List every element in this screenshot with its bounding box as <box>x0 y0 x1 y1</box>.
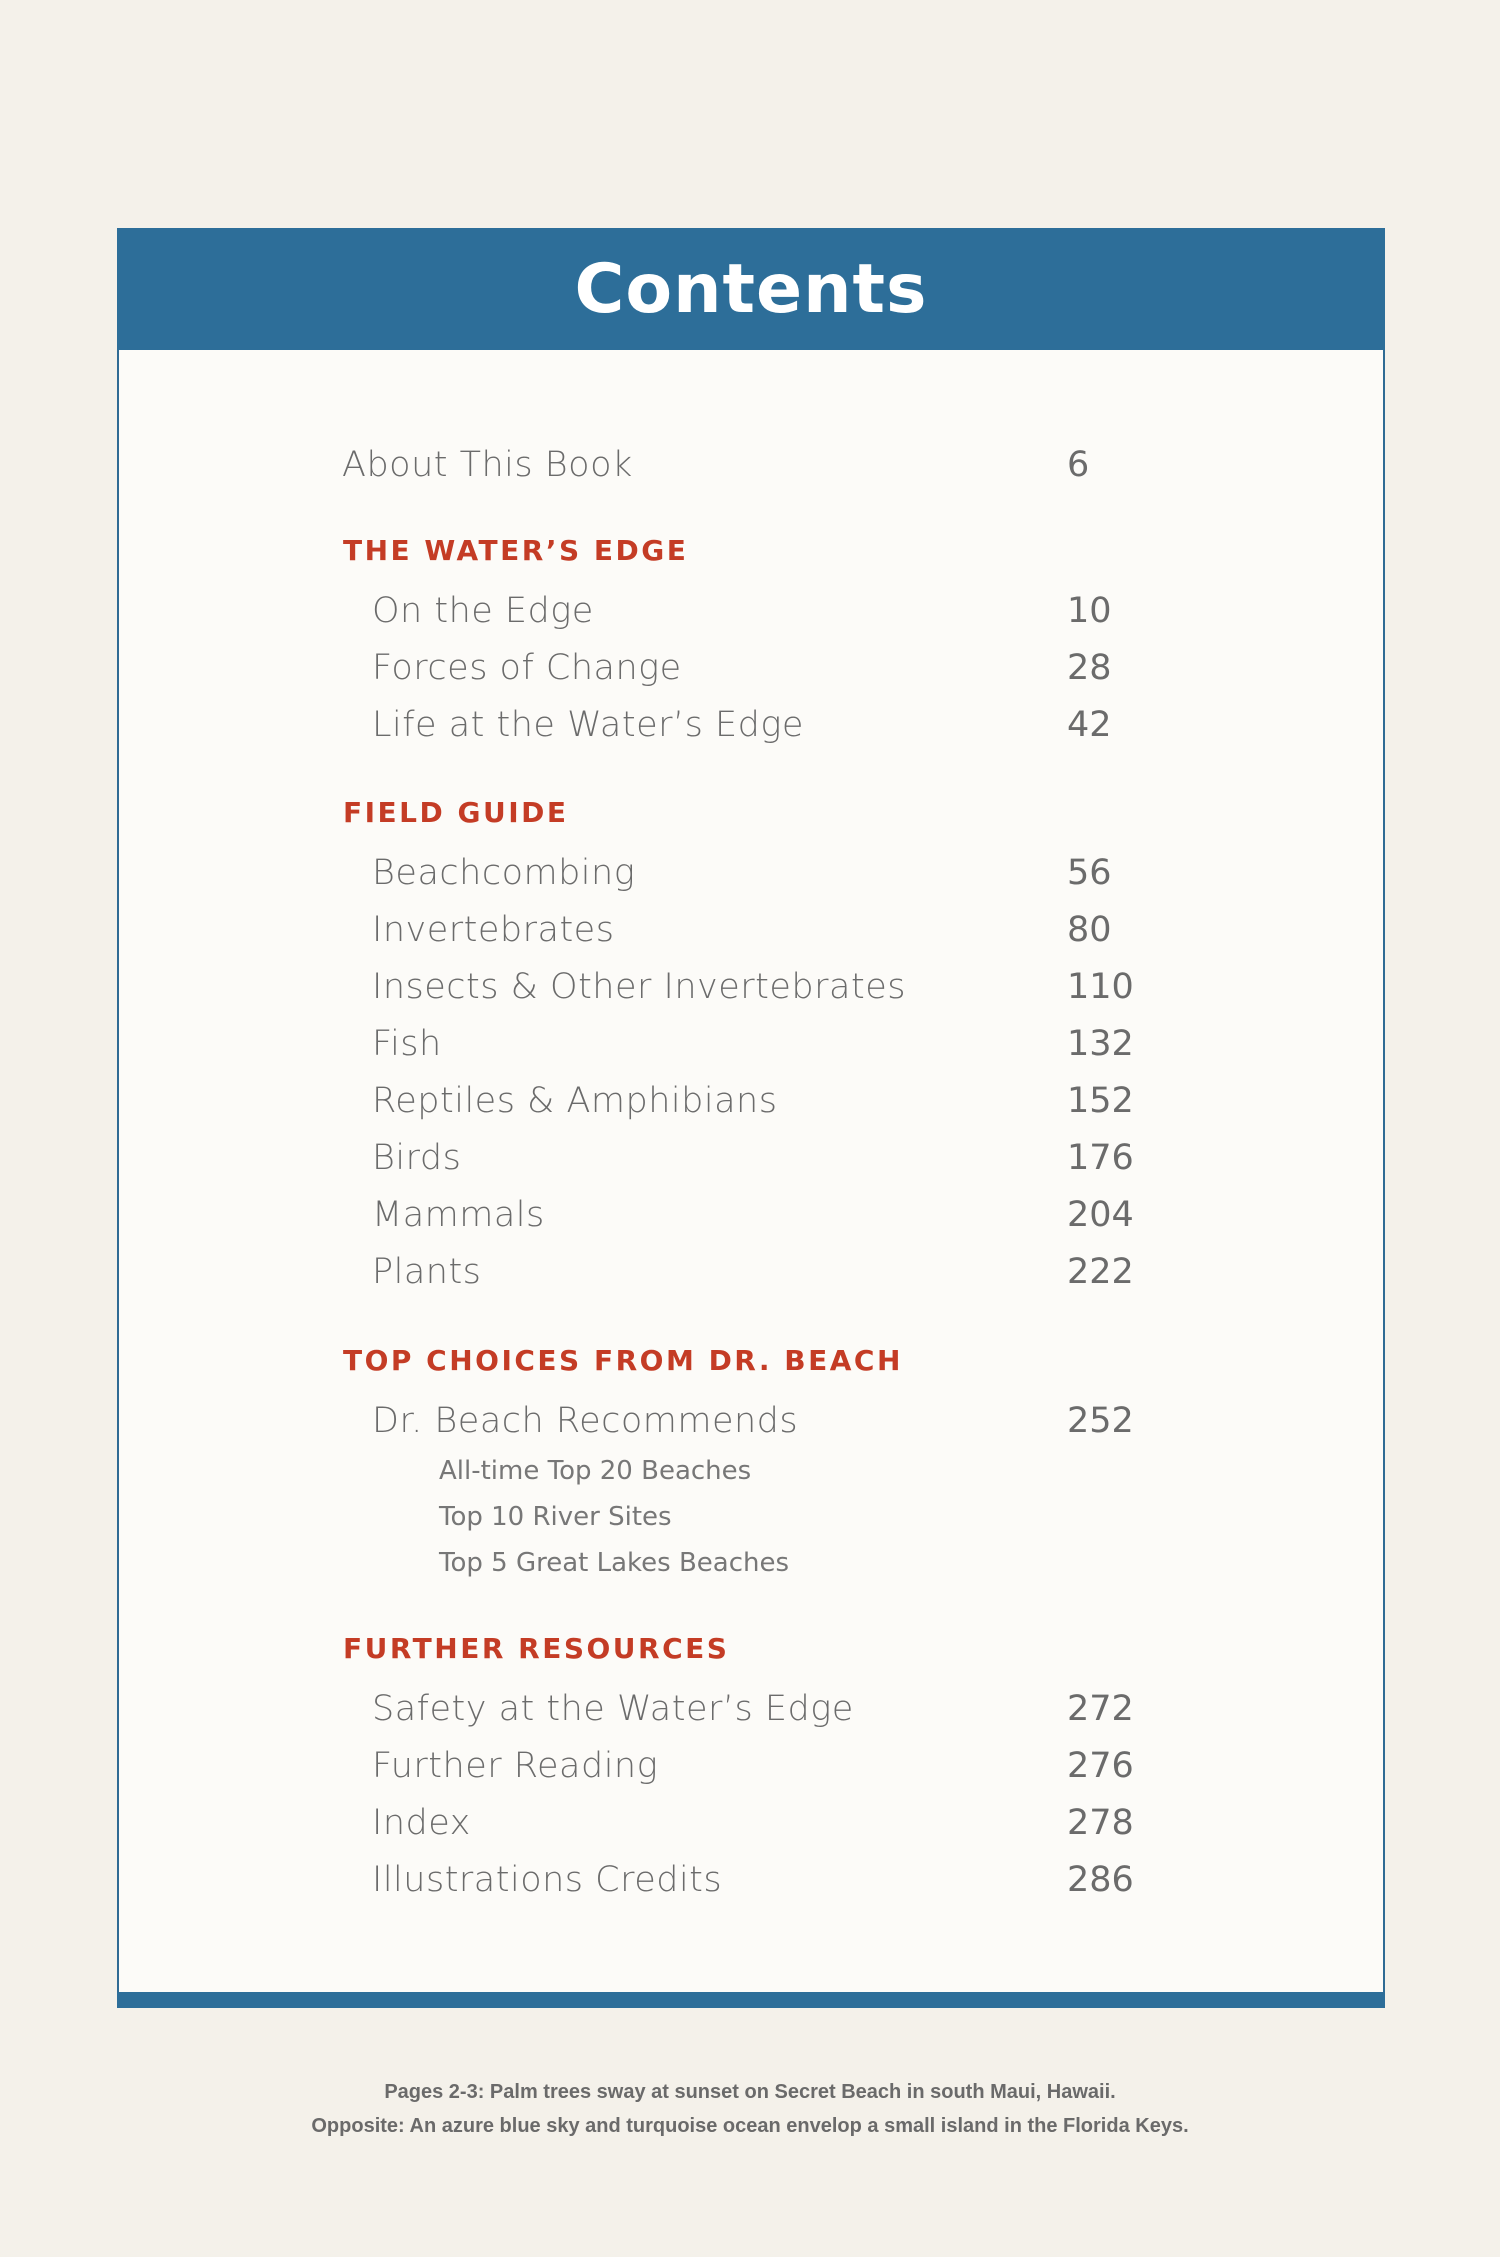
toc-entry-label: Dr. Beach Recommends <box>372 1401 799 1441</box>
toc-entry-label: Plants <box>372 1252 482 1292</box>
toc-entry-label: Life at the Water’s Edge <box>372 705 804 745</box>
toc-entry-page: 204 <box>1067 1195 1134 1235</box>
toc-entry-page: 286 <box>1067 1860 1134 1900</box>
toc-entry-page: 176 <box>1067 1138 1134 1178</box>
toc-entry-page: 276 <box>1067 1746 1134 1786</box>
toc-entry-page: 56 <box>1067 853 1112 893</box>
toc-entry[interactable] <box>117 1081 1385 1131</box>
toc-entry-label: Illustrations Credits <box>372 1860 723 1900</box>
toc-entry-page: 278 <box>1067 1803 1134 1843</box>
toc-entry-page: 10 <box>1067 591 1112 631</box>
toc-entry[interactable] <box>117 1138 1385 1188</box>
toc-entry[interactable] <box>117 1024 1385 1074</box>
toc-entry-page: 28 <box>1067 648 1112 688</box>
photo-captions <box>0 2075 1500 2143</box>
toc-entry-label: Forces of Change <box>372 648 682 688</box>
toc-entry-label: Invertebrates <box>372 910 615 950</box>
caption-pages-2-3: Pages 2-3: Palm trees sway at sunset on Secret Beach in south Maui, Hawaii. <box>384 2081 1116 2103</box>
toc-entry-about[interactable] <box>117 445 1385 495</box>
toc-entry[interactable] <box>117 1803 1385 1853</box>
toc-entry[interactable] <box>117 648 1385 698</box>
toc-entry-label: Reptiles & Amphibians <box>372 1081 778 1121</box>
toc-entry[interactable] <box>117 591 1385 641</box>
toc-entry[interactable] <box>117 705 1385 755</box>
toc-entry[interactable] <box>117 1195 1385 1245</box>
caption-opposite: Opposite: An azure blue sky and turquoise ocean envelop a small island in the Florida Keys. <box>311 2115 1189 2137</box>
section-heading-further-resources: FURTHER RESOURCES <box>343 1632 730 1665</box>
toc-subentry[interactable]: Top 10 River Sites <box>439 1502 672 1532</box>
toc-entry-page: 42 <box>1067 705 1112 745</box>
toc-entry-page: 80 <box>1067 910 1112 950</box>
toc-entry-label: Insects & Other Invertebrates <box>372 967 906 1007</box>
toc-entry-label: Beachcombing <box>372 853 636 893</box>
section-heading-field-guide: FIELD GUIDE <box>343 796 569 829</box>
toc-entry-label: Fish <box>372 1024 442 1064</box>
toc-entry-page: 222 <box>1067 1252 1134 1292</box>
toc-entry[interactable] <box>117 1746 1385 1796</box>
contents-panel <box>117 228 1385 2008</box>
toc-subentry[interactable]: Top 5 Great Lakes Beaches <box>439 1548 790 1578</box>
toc-entry[interactable] <box>117 853 1385 903</box>
page-title: Contents <box>574 249 928 329</box>
toc-entry[interactable] <box>117 1252 1385 1302</box>
toc-entry[interactable] <box>117 1860 1385 1910</box>
toc-entry-label: Mammals <box>372 1195 545 1235</box>
table-of-contents <box>117 228 1385 2008</box>
section-heading-top-choices: TOP CHOICES FROM DR. BEACH <box>343 1344 903 1377</box>
toc-entry-label: Safety at the Water’s Edge <box>372 1689 854 1729</box>
toc-entry-page: 6 <box>1067 445 1090 485</box>
toc-entry-label: Birds <box>372 1138 462 1178</box>
toc-entry-page: 252 <box>1067 1401 1134 1441</box>
toc-entry-page: 110 <box>1067 967 1134 1007</box>
toc-entry-label: On the Edge <box>372 591 594 631</box>
toc-entry[interactable] <box>117 967 1385 1017</box>
toc-entry-page: 272 <box>1067 1689 1134 1729</box>
bottom-divider <box>117 1992 1385 2008</box>
toc-entry-label: Index <box>372 1803 471 1843</box>
toc-entry-page: 132 <box>1067 1024 1134 1064</box>
toc-entry-label: About This Book <box>342 445 633 485</box>
section-heading-waters-edge: THE WATER’S EDGE <box>343 534 689 567</box>
toc-entry[interactable] <box>117 910 1385 960</box>
toc-entry-label: Further Reading <box>372 1746 659 1786</box>
toc-entry[interactable] <box>117 1401 1385 1451</box>
toc-entry-page: 152 <box>1067 1081 1134 1121</box>
toc-entry[interactable] <box>117 1689 1385 1739</box>
toc-subentry[interactable]: All-time Top 20 Beaches <box>439 1456 752 1486</box>
